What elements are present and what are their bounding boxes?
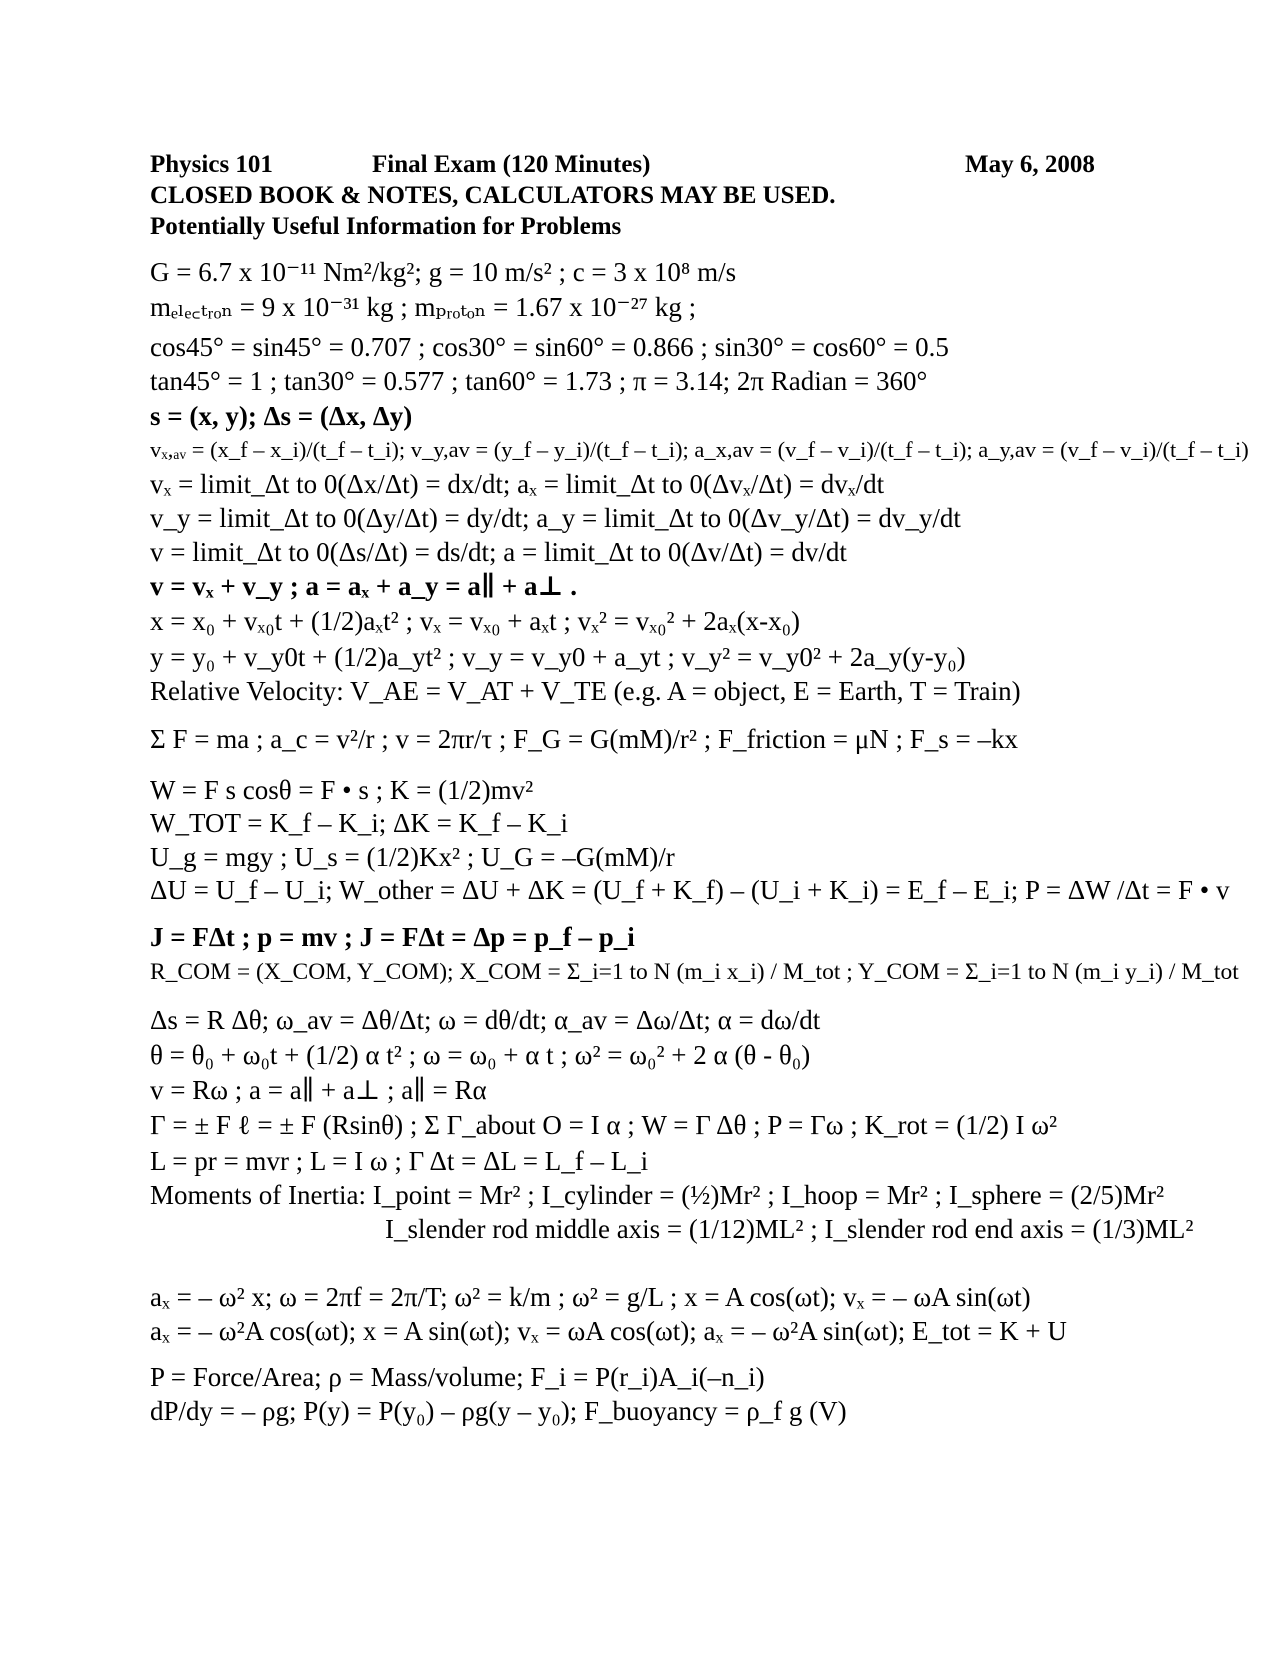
center-of-mass-line: R_COM = (X_COM, Y_COM); X_COM = Σ_i=1 to N (m_i x_i) / M_tot ; Y_COM = Σ_i=1 to N (m_i y_i) / M_tot bbox=[150, 959, 1239, 985]
vy-ay-line: v_y = limit_Δt to 0(Δy/Δt) = dy/dt; a_y = limit_Δt to 0(Δv_y/Δt) = dv_y/dt bbox=[150, 503, 961, 533]
impulse-momentum-line: J = FΔt ; p = mv ; J = FΔt = Δp = p_f – p_i bbox=[150, 922, 635, 952]
exam-rules: CLOSED BOOK & NOTES, CALCULATORS MAY BE USED. bbox=[150, 182, 836, 209]
average-velocity-line: vₓ,ₐᵥ = (x_f – x_i)/(t_f – t_i); v_y,av = (y_f – y_i)/(t_f – t_i); a_x,av = (v_f – v_i)/(t_f – t_i); a_y,av = (v_f – v_i)/(t_f – t_i) bbox=[150, 437, 1249, 462]
work-line: W = F s cosθ = F • s ; K = (1/2)mv² bbox=[150, 775, 534, 805]
relative-velocity-line: Relative Velocity: V_AE = V_AT + V_TE (e.g. A = object, E = Earth, T = Train) bbox=[150, 676, 1021, 706]
forces-line: Σ F = ma ; a_c = v²/r ; v = 2πr/τ ; F_G = G(mM)/r² ; F_friction = μN ; F_s = –kx bbox=[150, 724, 1018, 754]
angular-momentum-line: L = pr = mvr ; L = I ω ; Γ Δt = ΔL = L_f – L_i bbox=[150, 1146, 649, 1176]
formula-sheet-title: Potentially Useful Information for Problems bbox=[150, 213, 622, 240]
pressure-line: P = Force/Area; ρ = Mass/volume; F_i = P(r_i)A_i(–n_i) bbox=[150, 1362, 765, 1392]
vx-ax-line: vₓ = limit_Δt to 0(Δx/Δt) = dx/dt; aₓ = limit_Δt to 0(Δvₓ/Δt) = dvₓ/dt bbox=[150, 469, 885, 499]
torque-line: Γ = ± F ℓ = ± F (Rsinθ) ; Σ Γ_about O = I α ; W = Γ Δθ ; P = Γω ; K_rot = (1/2) I ω² bbox=[150, 1110, 1058, 1140]
course-title: Physics 101 bbox=[150, 151, 273, 178]
trig-line-1: cos45° = sin45° = 0.707 ; cos30° = sin60° = 0.866 ; sin30° = cos60° = 0.5 bbox=[150, 332, 949, 362]
moments-of-inertia-line: Moments of Inertia: I_point = Mr² ; I_cylinder = (½)Mr² ; I_hoop = Mr² ; I_sphere = (2/5)Mr² bbox=[150, 1180, 1165, 1210]
shm-line-2: aₓ = – ω²A cos(ωt); x = A sin(ωt); vₓ = ωA cos(ωt); aₓ = – ω²A sin(ωt); E_tot = K + U bbox=[150, 1316, 1067, 1346]
energy-power-line: ΔU = U_f – U_i; W_other = ΔU + ΔK = (U_f + K_f) – (U_i + K_i) = E_f – E_i; P = ΔW /Δt = F • v bbox=[150, 875, 1230, 905]
exam-title: Final Exam (120 Minutes) bbox=[372, 151, 651, 178]
rotational-equations-line: θ = θ₀ + ω₀t + (1/2) α t² ; ω = ω₀ + α t ; ω² = ω₀² + 2 α (θ - θ₀) bbox=[150, 1040, 811, 1070]
kinematics-y-line: y = y₀ + v_y0t + (1/2)a_yt² ; v_y = v_y0 + a_yt ; v_y² = v_y0² + 2a_y(y-y₀) bbox=[150, 642, 966, 672]
masses-line: mₑₗₑ꜀ₜᵣₒₙ = 9 x 10⁻³¹ kg ; mₚᵣₒₜₒₙ = 1.67 x 10⁻²⁷ kg ; bbox=[150, 292, 697, 322]
angular-kinematics-line: Δs = R Δθ; ω_av = Δθ/Δt; ω = dθ/dt; α_av = Δω/Δt; α = dω/dt bbox=[150, 1005, 821, 1035]
exam-date: May 6, 2008 bbox=[965, 151, 1095, 178]
work-energy-line: W_TOT = K_f – K_i; ΔK = K_f – K_i bbox=[150, 808, 569, 838]
kinematics-x-line: x = x₀ + vₓ₀t + (1/2)aₓt² ; vₓ = vₓ₀ + aₓt ; vₓ² = vₓ₀² + 2aₓ(x-x₀) bbox=[150, 606, 801, 636]
trig-line-2: tan45° = 1 ; tan30° = 0.577 ; tan60° = 1.73 ; π = 3.14; 2π Radian = 360° bbox=[150, 366, 928, 396]
buoyancy-line: dP/dy = – ρg; P(y) = P(y₀) – ρg(y – y₀); F_buoyancy = ρ_f g (V) bbox=[150, 1396, 847, 1426]
constants-line: G = 6.7 x 10⁻¹¹ Nm²/kg²; g = 10 m/s² ; c = 3 x 10⁸ m/s bbox=[150, 257, 737, 287]
v-a-line: v = limit_Δt to 0(Δs/Δt) = ds/dt; a = limit_Δt to 0(Δv/Δt) = dv/dt bbox=[150, 537, 847, 567]
position-line: s = (x, y); Δs = (Δx, Δy) bbox=[150, 401, 413, 431]
moments-of-inertia-rods-line: I_slender rod middle axis = (1/12)ML² ; I_slender rod end axis = (1/3)ML² bbox=[385, 1214, 1194, 1244]
tangential-line: v = Rω ; a = a∥ + a⊥ ; a∥ = Rα bbox=[150, 1075, 487, 1105]
shm-line-1: aₓ = – ω² x; ω = 2πf = 2π/T; ω² = k/m ; ω² = g/L ; x = A cos(ωt); vₓ = – ωA sin(ωt) bbox=[150, 1282, 1031, 1312]
vector-sum-line: v = vₓ + v_y ; a = aₓ + a_y = a∥ + a⊥ . bbox=[150, 571, 577, 601]
potential-energy-line: U_g = mgy ; U_s = (1/2)Kx² ; U_G = –G(mM)/r bbox=[150, 842, 675, 872]
